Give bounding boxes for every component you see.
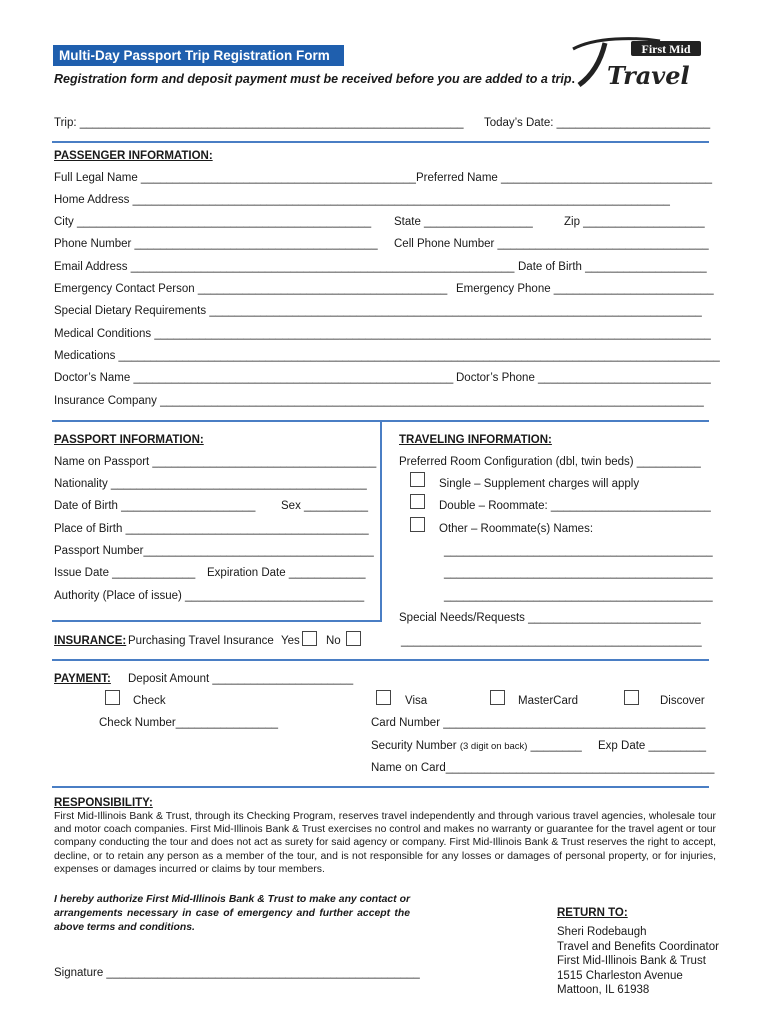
insurance-yes-label: Yes bbox=[281, 635, 300, 647]
first-mid-travel-logo bbox=[565, 35, 715, 90]
city-field[interactable]: City ______________________________________________ bbox=[54, 216, 372, 228]
insurance-no-checkbox[interactable] bbox=[346, 631, 361, 646]
emergency-phone-field[interactable]: Emergency Phone _________________________ bbox=[456, 283, 714, 295]
security-number-field[interactable]: Security Number (3 digit on back) ________ bbox=[371, 740, 582, 752]
form-subtitle: Registration form and deposit payment must be received before you are added to a trip. bbox=[54, 72, 575, 86]
form-title: Multi-Day Passport Trip Registration Form bbox=[53, 45, 344, 66]
insurance-no-label: No bbox=[326, 635, 341, 647]
insurance-text: Purchasing Travel Insurance bbox=[128, 635, 274, 647]
card-number-field[interactable]: Card Number _________________________________________ bbox=[371, 717, 706, 729]
cell-phone-field[interactable]: Cell Phone Number _________________________________ bbox=[394, 238, 709, 250]
insurance-company-field[interactable]: Insurance Company _____________________________________________________________________________________ bbox=[54, 395, 704, 407]
divider bbox=[52, 620, 382, 622]
single-checkbox[interactable] bbox=[410, 472, 425, 487]
state-field[interactable]: State _________________ bbox=[394, 216, 533, 228]
return-name: Sheri Rodebaugh bbox=[557, 926, 647, 939]
divider bbox=[52, 786, 709, 788]
room-config-field[interactable]: Preferred Room Configuration (dbl, twin beds) __________ bbox=[399, 456, 701, 468]
discover-checkbox[interactable] bbox=[624, 690, 639, 705]
mastercard-label: MasterCard bbox=[518, 695, 579, 707]
authority-field[interactable]: Authority (Place of issue) ____________________________ bbox=[54, 590, 365, 602]
deposit-amount-field[interactable]: Deposit Amount ______________________ bbox=[128, 673, 354, 685]
visa-checkbox[interactable] bbox=[376, 690, 391, 705]
traveling-heading: TRAVELING INFORMATION: bbox=[399, 434, 552, 446]
passport-heading: PASSPORT INFORMATION: bbox=[54, 434, 204, 446]
travel-logo-icon bbox=[565, 35, 715, 90]
payment-heading: PAYMENT: bbox=[54, 673, 111, 685]
return-street: 1515 Charleston Avenue bbox=[557, 969, 683, 982]
check-checkbox[interactable] bbox=[105, 690, 120, 705]
check-label: Check bbox=[133, 695, 166, 707]
issue-date-field[interactable]: Issue Date _____________ bbox=[54, 567, 196, 579]
visa-label: Visa bbox=[405, 695, 428, 707]
zip-field[interactable]: Zip ___________________ bbox=[564, 216, 705, 228]
passport-name-field[interactable]: Name on Passport ___________________________________ bbox=[54, 456, 377, 468]
name-on-card-field[interactable]: Name on Card__________________________________________ bbox=[371, 762, 715, 774]
phone-field[interactable]: Phone Number ______________________________________ bbox=[54, 238, 378, 250]
return-title: Travel and Benefits Coordinator bbox=[557, 940, 719, 953]
roommate-line-2[interactable]: __________________________________________ bbox=[444, 567, 713, 579]
special-needs-field[interactable]: Special Needs/Requests ___________________________ bbox=[399, 612, 701, 624]
emergency-contact-field[interactable]: Emergency Contact Person _______________________________________ bbox=[54, 283, 448, 295]
place-of-birth-field[interactable]: Place of Birth ______________________________________ bbox=[54, 523, 369, 535]
exp-date-field[interactable]: Exp Date _________ bbox=[598, 740, 707, 752]
double-field[interactable]: Double – Roommate: _________________________ bbox=[439, 500, 711, 512]
responsibility-heading: RESPONSIBILITY: bbox=[54, 797, 153, 809]
roommate-line-3[interactable]: __________________________________________ bbox=[444, 590, 713, 602]
preferred-name-field[interactable]: Preferred Name _________________________________ bbox=[416, 172, 713, 184]
insurance-yes-checkbox[interactable] bbox=[302, 631, 317, 646]
authorization-text: I hereby authorize First Mid-Illinois Bank & Trust to make any contact or arrangements necessary in case of emergency and further accept the above terms and conditions. bbox=[54, 894, 410, 933]
column-divider bbox=[380, 422, 382, 620]
doctor-phone-field[interactable]: Doctor’s Phone ___________________________ bbox=[456, 372, 711, 384]
medications-field[interactable]: Medications ______________________________________________________________________________________________ bbox=[54, 350, 720, 362]
insurance-heading: INSURANCE: bbox=[54, 635, 127, 647]
return-to-block bbox=[557, 906, 719, 997]
mastercard-checkbox[interactable] bbox=[490, 690, 505, 705]
passport-dob-field[interactable]: Date of Birth _____________________ bbox=[54, 500, 256, 512]
home-address-field[interactable]: Home Address ____________________________________________________________________________________ bbox=[54, 194, 670, 206]
return-org: First Mid-Illinois Bank & Trust bbox=[557, 955, 706, 968]
check-number-field[interactable]: Check Number________________ bbox=[99, 717, 279, 729]
nationality-field[interactable]: Nationality ________________________________________ bbox=[54, 478, 367, 490]
dob-field[interactable]: Date of Birth ___________________ bbox=[518, 261, 707, 273]
roommate-line-1[interactable]: __________________________________________ bbox=[444, 545, 713, 557]
divider bbox=[52, 659, 709, 661]
svg-text:First Mid: First Mid bbox=[641, 42, 691, 56]
passenger-heading: PASSENGER INFORMATION: bbox=[54, 150, 213, 162]
full-name-field[interactable]: Full Legal Name ___________________________________________ bbox=[54, 172, 416, 184]
discover-label: Discover bbox=[660, 695, 705, 707]
special-needs-line[interactable]: _______________________________________________ bbox=[401, 635, 702, 647]
single-label: Single – Supplement charges will apply bbox=[439, 478, 640, 490]
return-to-heading: RETURN TO: bbox=[557, 907, 628, 919]
responsibility-text: First Mid-Illinois Bank & Trust, through its Checking Program, reserves travel independently and through various travel agencies, wholesale tour and motor coach companies. First Mid-Illinois Bank & Trust exercises no control and makes no warranty or guarantee for the travel agent or tour company conducting the tour and does not act as surety for said agency or company. First Mid-Illinois Bank & Trust reserves the right to accept, decline, or to retain any person as a member of the tour, and is not responsible for any losses or damages of personal property, or for injuries, expenses or damages incurred or claims by tour members. bbox=[54, 811, 716, 875]
svg-text:Travel: Travel bbox=[607, 61, 690, 90]
sex-field[interactable]: Sex __________ bbox=[281, 500, 368, 512]
todays-date-field[interactable]: Today’s Date: ________________________ bbox=[484, 117, 711, 129]
other-checkbox[interactable] bbox=[410, 517, 425, 532]
passport-number-field[interactable]: Passport Number____________________________________ bbox=[54, 545, 374, 557]
divider bbox=[52, 141, 709, 143]
doctor-name-field[interactable]: Doctor’s Name __________________________________________________ bbox=[54, 372, 454, 384]
other-label: Other – Roommate(s) Names: bbox=[439, 523, 594, 535]
return-city: Mattoon, IL 61938 bbox=[557, 984, 650, 997]
expiration-date-field[interactable]: Expiration Date ____________ bbox=[207, 567, 366, 579]
trip-field[interactable]: Trip: ____________________________________________________________ bbox=[54, 117, 464, 129]
double-checkbox[interactable] bbox=[410, 494, 425, 509]
medical-field[interactable]: Medical Conditions _______________________________________________________________________________________ bbox=[54, 328, 711, 340]
email-field[interactable]: Email Address ____________________________________________________________ bbox=[54, 261, 515, 273]
signature-field[interactable]: Signature _________________________________________________ bbox=[54, 967, 420, 979]
dietary-field[interactable]: Special Dietary Requirements _____________________________________________________________________________ bbox=[54, 305, 702, 317]
